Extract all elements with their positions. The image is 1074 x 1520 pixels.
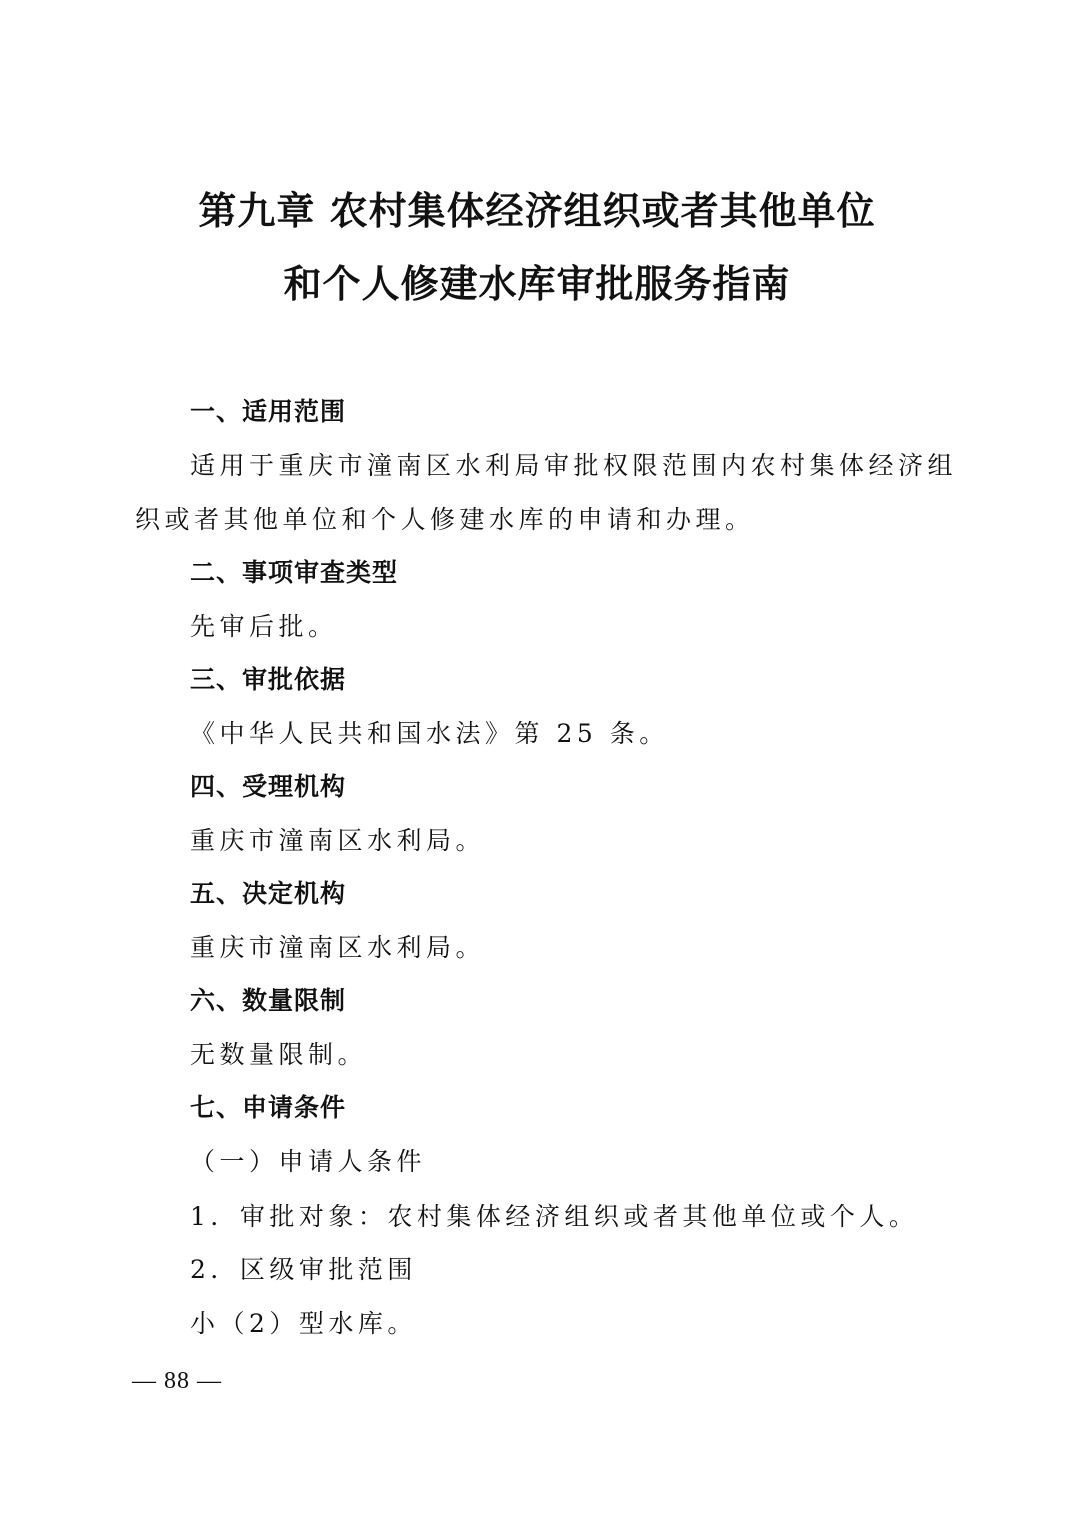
deciding-agency-text: 重庆市潼南区水利局。 bbox=[190, 933, 486, 962]
applicant-conditions-subheading: （一）申请人条件 bbox=[190, 1147, 427, 1176]
review-type-text: 先审后批。 bbox=[190, 612, 338, 641]
section-heading-legal-basis: 三、审批依据 bbox=[190, 665, 347, 694]
scope-text-line-1: 适用于重庆市潼南区水利局审批权限范围内农村集体经济组 bbox=[190, 451, 958, 480]
approval-object-item: 1．审批对象：农村集体经济组织或者其他单位或个人。 bbox=[190, 1202, 919, 1231]
district-approval-scope-item: 2．区级审批范围 bbox=[190, 1255, 417, 1284]
chapter-title-line-1: 第九章 农村集体经济组织或者其他单位 bbox=[198, 188, 876, 233]
legal-basis-text: 《中华人民共和国水法》第 25 条。 bbox=[190, 719, 669, 748]
page-number: — 88 — bbox=[132, 1368, 222, 1394]
scope-text-line-2: 织或者其他单位和个人修建水库的申请和办理。 bbox=[135, 505, 755, 534]
section-heading-scope: 一、适用范围 bbox=[190, 397, 347, 426]
district-approval-scope-text: 小（2）型水库。 bbox=[190, 1309, 417, 1338]
section-heading-deciding-agency: 五、决定机构 bbox=[190, 879, 347, 908]
accepting-agency-text: 重庆市潼南区水利局。 bbox=[190, 826, 486, 855]
section-heading-accepting-agency: 四、受理机构 bbox=[190, 772, 347, 801]
section-heading-application-conditions: 七、申请条件 bbox=[190, 1093, 347, 1122]
section-heading-review-type: 二、事项审查类型 bbox=[190, 558, 399, 587]
chapter-title-line-2: 和个人修建水库审批服务指南 bbox=[283, 261, 791, 306]
section-heading-quantity-limit: 六、数量限制 bbox=[190, 986, 347, 1015]
quantity-limit-text: 无数量限制。 bbox=[190, 1040, 368, 1069]
